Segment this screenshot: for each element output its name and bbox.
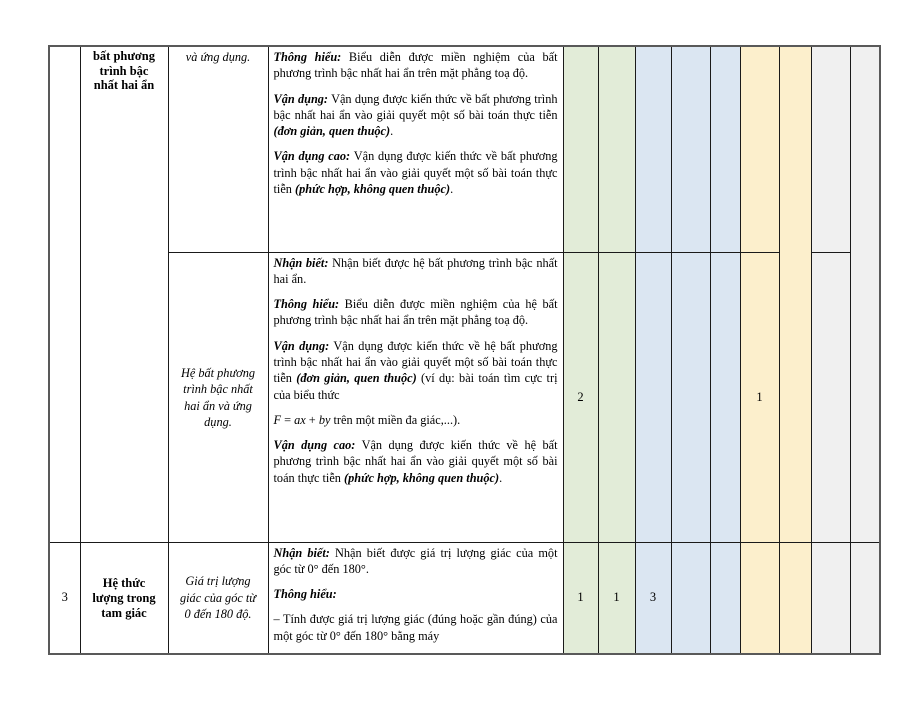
mark-cell-yellow-1: 1 <box>740 252 779 542</box>
mark-cell-yellow-2 <box>779 542 811 654</box>
table-row <box>49 542 880 654</box>
table-row <box>49 46 880 252</box>
description-cell: Nhận biết: Nhận biết được giá trị lượng giác của một góc từ 0° đến 180°. Thông hiểu: – Tính được giá trị lượng giác (đúng hoặc gần đúng) của một góc từ 0° đến 180° bằng máy <box>268 542 563 654</box>
mark-cell-green-1 <box>563 46 598 252</box>
subtopic-text: và ứng dụng. <box>185 50 251 64</box>
mark-cell-blue-3 <box>710 46 740 252</box>
mark-cell-green-2: 1 <box>598 542 635 654</box>
mark-cell-blue-3 <box>710 252 740 542</box>
mark-cell-green-2 <box>598 46 635 252</box>
topic-cell <box>80 46 168 542</box>
topic-cell <box>80 542 168 654</box>
mark-cell-blue-1: 3 <box>635 542 671 654</box>
topic-text: Hệ thức lượng trong tam giác <box>92 576 156 620</box>
subtopic-cell <box>168 46 268 252</box>
mark-cell-gray-1 <box>811 542 850 654</box>
mark-cell-blue-3 <box>710 542 740 654</box>
mark-cell-green-2 <box>598 252 635 542</box>
topic-text: bất phương trình bậc nhất hai ẩn <box>92 49 156 93</box>
mark-cell-yellow-1 <box>740 542 779 654</box>
mark-cell-blue-2 <box>671 542 710 654</box>
subtopic-text: Hệ bất phương trình bậc nhất hai ẩn và ứng dụng. <box>180 365 256 429</box>
description-cell: Thông hiểu: Biểu diễn được miền nghiệm của bất phương trình bậc nhất hai ẩn trên mặt phẳng toạ độ. Vận dụng: Vận dụng được kiến thức về bất phương trình bậc nhất hai ẩn vào giải quyết một số bài toán thực tiễn (đơn giản, quen thuộc). Vận dụng cao: Vận dụng được kiến thức về bất phương trình bậc nhất hai ẩn vào giải quyết một số bài toán thực tiễn (phức hợp, không quen thuộc). <box>268 46 563 252</box>
mark-cell-green-1: 1 <box>563 542 598 654</box>
description-cell: Nhận biết: Nhận biết được hệ bất phương trình bậc nhất hai ẩn. Thông hiểu: Biểu diễn được miền nghiệm của hệ bất phương trình bậc nhất hai ẩn trên mặt phẳng toạ độ. Vận dụng: Vận dụng được kiến thức về hệ bất phương trình bậc nhất hai ẩn vào giải quyết một số bài toán thực tiễn (đơn giản, quen thuộc) (ví dụ: bài toán tìm cực trị của biểu thức F = ax + by trên một miền đa giác,...). Vận dụng cao: Vận dụng được kiến thức về hệ bất phương trình bậc nhất hai ẩn vào giải quyết một số bài toán thực tiễn (phức hợp, không quen thuộc). <box>268 252 563 542</box>
row-number-cell <box>49 46 80 542</box>
mark-cell-blue-2 <box>671 252 710 542</box>
mark-cell-blue-1 <box>635 252 671 542</box>
mark-cell-green-1: 2 <box>563 252 598 542</box>
mark-cell-gray-2 <box>850 542 880 654</box>
subtopic-cell <box>168 542 268 654</box>
row-number-cell: 3 <box>49 542 80 654</box>
curriculum-matrix-table <box>48 45 881 655</box>
mark-cell-gray-2-merged <box>850 46 880 542</box>
mark-cell-yellow-2-merged <box>779 46 811 542</box>
subtopic-text: Giá trị lượng giác của góc từ 0 đến 180 độ. <box>179 574 257 622</box>
mark-cell-yellow-1 <box>740 46 779 252</box>
subtopic-cell <box>168 252 268 542</box>
table-row <box>49 252 880 542</box>
mark-cell-blue-2 <box>671 46 710 252</box>
mark-cell-blue-1 <box>635 46 671 252</box>
mark-cell-gray-1 <box>811 46 850 252</box>
mark-cell-gray-1 <box>811 252 850 542</box>
